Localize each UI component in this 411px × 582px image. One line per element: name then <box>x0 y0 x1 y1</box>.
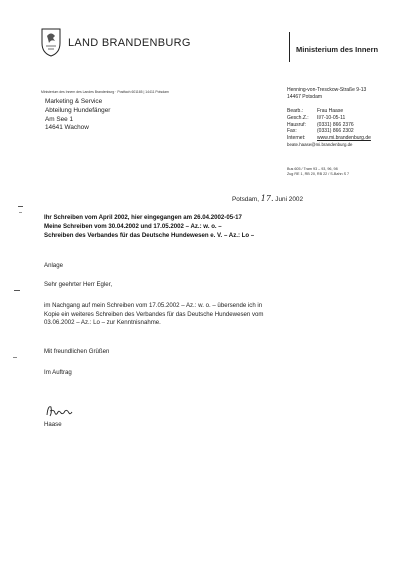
ministry-name: Ministerium des Innern <box>296 45 379 54</box>
contact-row-internet <box>287 135 371 142</box>
punch-mark <box>13 357 17 358</box>
closing: Mit freundlichen Grüßen <box>44 348 110 355</box>
brand-title: LAND BRANDENBURG <box>68 37 191 49</box>
contact-row-fax <box>287 128 371 135</box>
body-line: Kopie ein weiteres Schreiben des Verbandes für das Deutsche Hundewesen vom <box>44 310 264 318</box>
salutation: Sehr geehrter Herr Egler, <box>44 281 113 288</box>
contact-label: Gesch.Z.: <box>287 114 309 121</box>
transit-line: Zug RE 1, RB 20, RB 22 / S-Bahn S 7 <box>287 172 350 176</box>
body-paragraph <box>44 302 264 328</box>
enclosure-label: Anlage <box>44 262 63 269</box>
body-line: 03.06.2002 – Az.: Lo – zur Kenntnisnahme. <box>44 319 161 327</box>
contact-value: (0331) 866 2302 <box>317 128 354 135</box>
date-month-year: Juni 2002 <box>275 196 304 203</box>
contact-value: II/7-10-05-11 <box>317 114 346 121</box>
subject-block <box>44 213 254 241</box>
contact-value: (0331) 866 2376 <box>317 121 354 128</box>
body-line: im Nachgang auf mein Schreiben vom 17.05.2002 – Az.: w. o. – übersende ich in <box>44 302 263 309</box>
contact-label: Fax: <box>287 128 297 135</box>
contact-block <box>287 108 371 149</box>
date-place: Potsdam, <box>232 196 259 203</box>
contact-value: Frau Haase <box>317 108 344 114</box>
transit-info <box>287 167 349 177</box>
punch-mark <box>14 290 20 291</box>
handwritten-signature <box>44 403 74 419</box>
letter-date <box>232 194 303 203</box>
on-behalf: Im Auftrag <box>44 369 72 376</box>
recipient-line: 14641 Wachow <box>45 124 89 132</box>
recipient-line: Abteilung Hundefänger <box>45 106 111 114</box>
recipient-line: Marketing & Service <box>45 98 103 105</box>
transit-line: Bus 605 / Tram 93 – 93, 96, 98 <box>287 167 338 171</box>
email-link[interactable]: beate.haase@mi.brandenburg.de <box>287 141 353 147</box>
contact-row-bearb <box>287 108 371 115</box>
authority-address <box>287 87 366 100</box>
contact-row-gesch <box>287 115 371 122</box>
authority-street: Henning-von-Tresckow-Straße 9-13 <box>287 87 367 93</box>
recipient-address <box>45 98 110 133</box>
contact-label: Bearb.: <box>287 108 304 114</box>
signature-name: Haase <box>44 421 62 428</box>
fold-mark <box>19 212 22 213</box>
subject-line: Ihr Schreiben vom April 2002, hier eingegangen am 26.04.2002-05-17 <box>44 214 242 221</box>
fold-mark <box>18 206 23 207</box>
subject-line: Schreiben des Verbandes für das Deutsche Hundewesen e. V. – Az.: Lo – <box>44 232 255 240</box>
contact-row-hausruf <box>287 122 371 129</box>
contact-label: Internet: <box>287 135 306 142</box>
recipient-line: Am See 1 <box>45 115 74 123</box>
date-day-handwritten: 17. <box>260 194 274 203</box>
brandenburg-crest-icon <box>40 27 62 57</box>
contact-label: Hausruf: <box>287 121 306 128</box>
internet-link[interactable]: www.mi.brandenburg.de <box>317 135 371 142</box>
sender-return-line: Ministerium des Innern des Landes Brandenburg · Postfach 601165 | 14411 Potsdam <box>41 90 169 94</box>
subject-line: Meine Schreiben vom 30.04.2002 und 17.05.2002 – Az.: w. o. – <box>44 223 222 231</box>
authority-city: 14467 Potsdam <box>287 93 323 100</box>
header-divider <box>289 32 290 62</box>
